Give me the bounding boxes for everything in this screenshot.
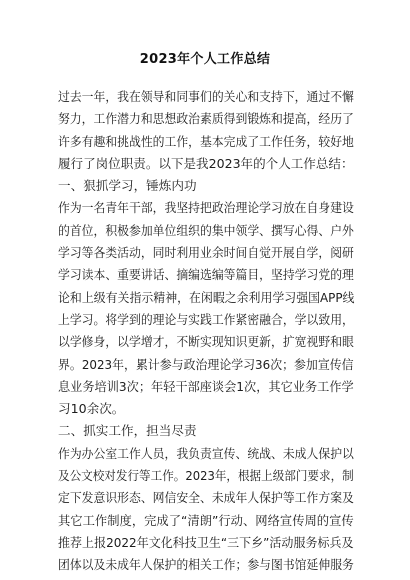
paragraph-line: 学习读本、重要讲话、摘编选编等篇目，坚持学习党的理 bbox=[58, 267, 354, 283]
paragraph-line: 推荐上报2022年文化科技卫生“三下乡”活动服务标兵及 bbox=[58, 534, 354, 550]
paragraph-line: 努力，工作潜力和思想政治素质得到锻炼和提高，经历了 bbox=[58, 111, 354, 127]
paragraph-line: 履行了岗位职责。以下是我2023年的个人工作总结： bbox=[58, 155, 354, 171]
paragraph-line: 息业务培训3次；年轻干部座谈会1次，其它业务工作学 bbox=[58, 378, 354, 394]
paragraph-line: 作为办公室工作人员，我负责宣传、统战、未成人保护以 bbox=[58, 445, 354, 461]
section-heading-work: 二、抓实工作，担当尽责 bbox=[58, 423, 197, 439]
paragraph-line: 的首位，积极参加单位组织的集中领学、撰写心得、户外 bbox=[58, 222, 354, 238]
paragraph-line: 上学习。将学到的理论与实践工作紧密融合，学以致用， bbox=[58, 311, 354, 327]
paragraph-line: 其它工作制度，完成了“清朗”行动、网络宣传周的宣传 bbox=[58, 512, 354, 528]
paragraph-line: 界。2023年，累计参与政治理论学习36次；参加宣传信 bbox=[58, 356, 354, 372]
paragraph-line: 以学修身，以学增才，不断实现知识更新，扩宽视野和眼 bbox=[58, 334, 354, 350]
document-title: 2023年个人工作总结 bbox=[139, 52, 271, 67]
paragraph-line: 学习等各类活动，同时利用业余时间自觉开展自学，阅研 bbox=[58, 245, 354, 261]
paragraph-line: 作为一名青年干部，我坚持把政治理论学习放在自身建设 bbox=[58, 200, 354, 216]
paragraph-line: 定下发意识形态、网信安全、未成年人保护等工作方案及 bbox=[58, 490, 354, 506]
section-heading-study: 一、狠抓学习，锤炼内功 bbox=[58, 178, 197, 194]
paragraph-line: 习10余次。 bbox=[58, 401, 125, 417]
paragraph-line: 论和上级有关指示精神，在闲暇之余利用学习强国APP线 bbox=[58, 289, 355, 305]
paragraph-line: 及公文校对发行等工作。2023年，根据上级部门要求，制 bbox=[58, 468, 354, 484]
paragraph-line: 许多有趣和挑战性的工作，基本完成了工作任务，较好地 bbox=[58, 133, 354, 149]
paragraph-line: 过去一年，我在领导和同事们的关心和支持下，通过不懈 bbox=[58, 89, 354, 104]
paragraph-line: 团体以及未成年人保护的相关工作；参与图书馆延伸服务 bbox=[58, 557, 354, 573]
document-body bbox=[58, 86, 354, 577]
